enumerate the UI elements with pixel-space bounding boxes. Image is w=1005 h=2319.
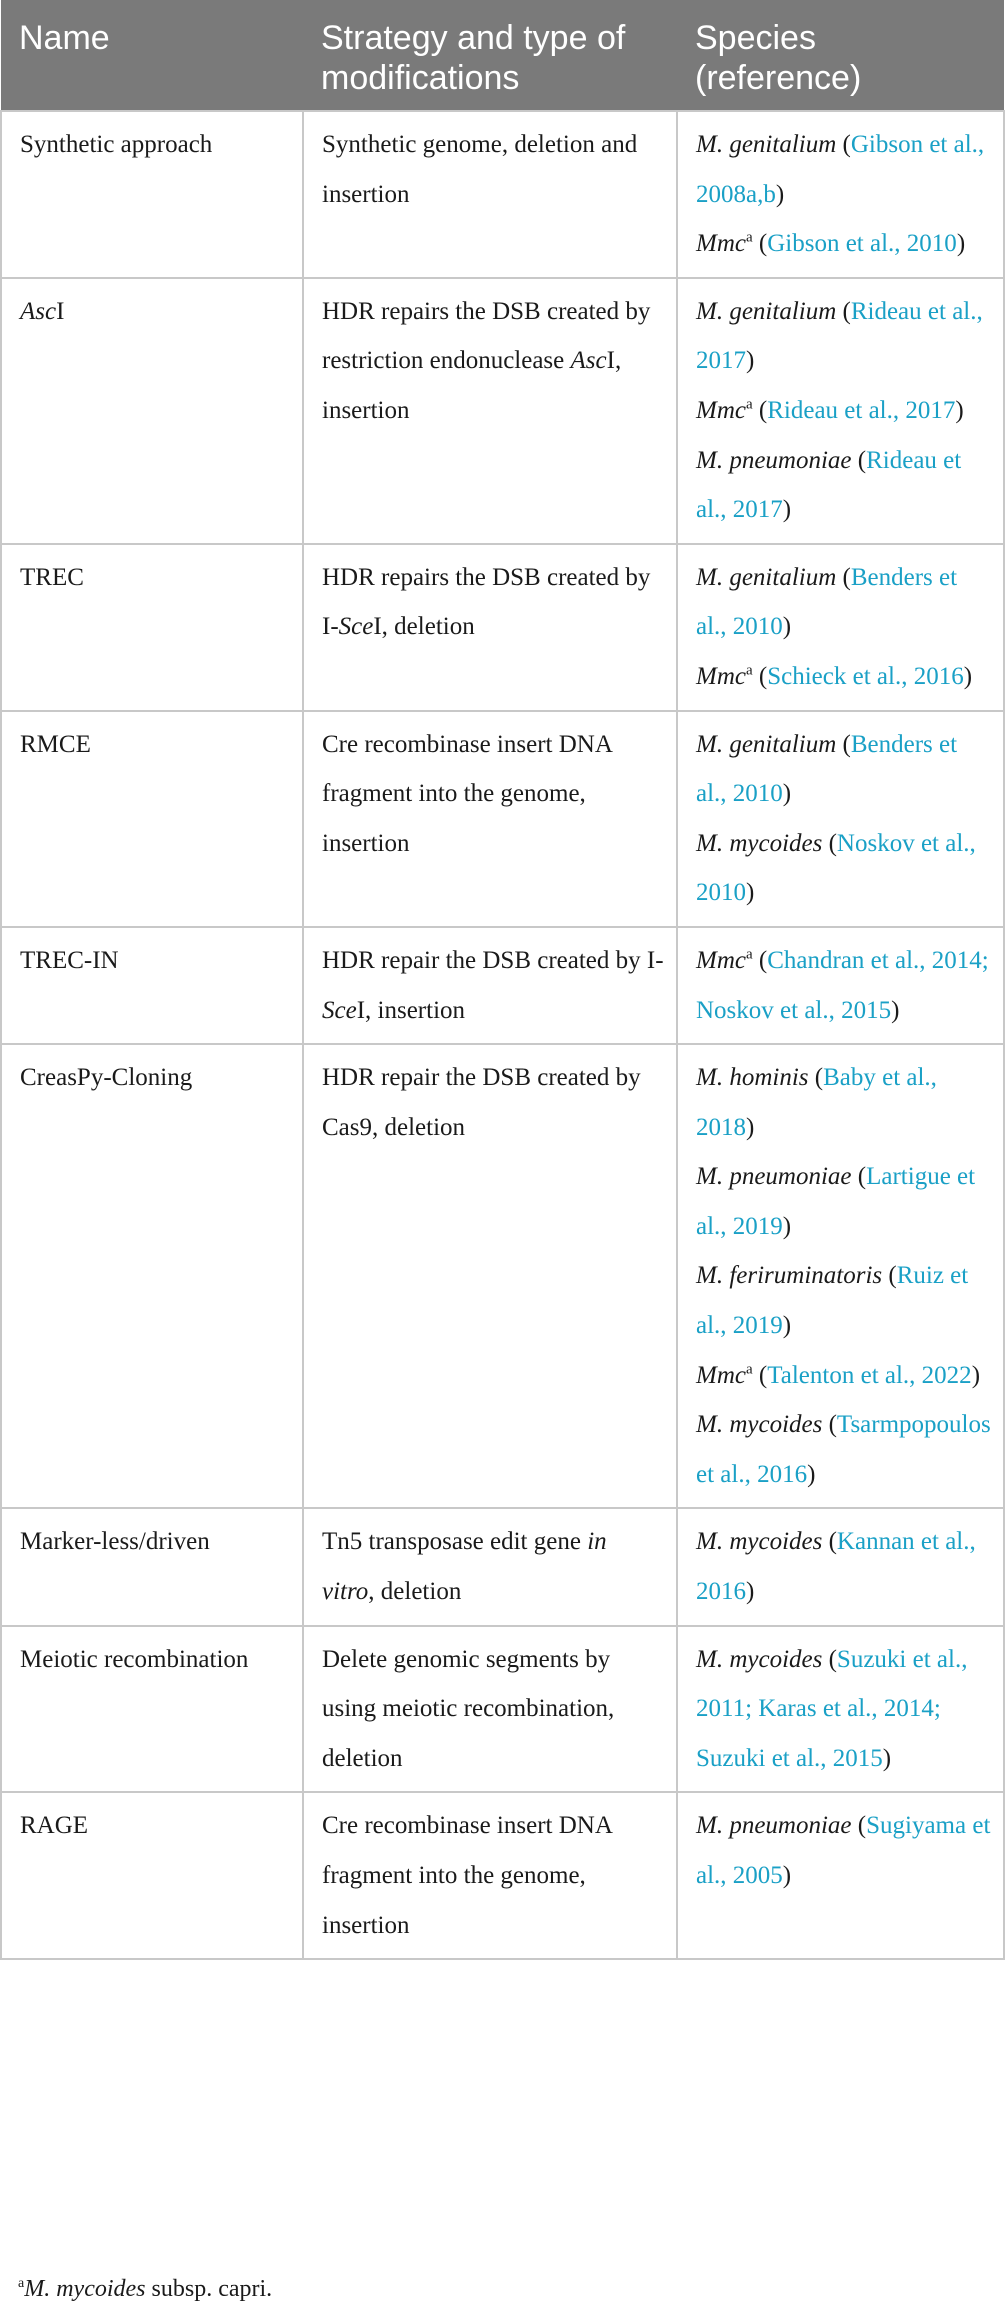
species-name: M. pneumoniae [696,446,852,474]
species-name: Mmc [696,396,746,424]
row-name-text: Marker-less/driven [20,1528,210,1556]
reference-link[interactable]: Rideau et al., 2017 [696,297,983,375]
reference-link[interactable]: Rideau et al., 2017 [767,396,956,424]
row-species-cell [677,927,1004,1044]
row-strategy-cell [303,1626,677,1793]
row-strategy-cell [303,111,677,278]
row-name-cell [1,711,303,927]
row-name-text: TREC-IN [20,946,119,974]
species-name: M. genitalium [696,563,837,591]
footnote-marker: a [745,662,753,679]
species-entry: M. genitalium (Gibson et al., 2008a,b) [696,131,985,208]
reference-link[interactable]: Kannan et al., 2016 [696,1528,976,1606]
species-name: M. mycoides [696,829,823,857]
row-name-text: CreasPy-Cloning [20,1064,193,1092]
row-name-cell [1,1626,303,1793]
header-strategy: Strategy and type of modifications [303,0,677,111]
strategy-text: Cre recombinase insert DNA fragment into the genome, insertion [322,730,612,857]
row-name-text: RMCE [20,730,91,758]
table-row [1,927,1004,1044]
reference-link[interactable]: Sugiyama et al., 2005 [696,1812,991,1889]
strategy-text: Sce [338,613,374,641]
strategy-text: HDR repair the DSB created by Cas9, deletion [322,1064,641,1141]
footnote-mark: a [18,2276,25,2291]
species-name: M. genitalium [696,297,837,325]
row-species-cell [677,1508,1004,1625]
table-row [1,111,1004,278]
row-name-text: Meiotic recombination [20,1645,249,1673]
species-name: M. hominis [696,1064,809,1092]
reference-link[interactable]: Noskov et al., 2010 [696,829,976,907]
footnote-marker: a [745,396,753,413]
row-strategy-cell [303,1044,677,1508]
reference-link[interactable]: Schieck et al., 2016 [767,662,964,690]
row-name-text: RAGE [20,1812,89,1840]
species-entry: Mmc$^a$ (Schieck et al., 2016) [696,662,973,690]
reference-link[interactable]: Ruiz et al., 2019 [696,1262,969,1340]
species-name: M. mycoides [696,1645,823,1673]
row-name-text: I [56,297,65,325]
strategy-text: I, deletion [373,613,475,641]
row-species-cell [677,278,1004,544]
row-strategy-cell [303,927,677,1044]
species-entry: M. mycoides (Suzuki et al., 2011; Karas et al., 2014; Suzuki et al., 2015) [696,1645,968,1772]
species-name: M. pneumoniae [696,1163,852,1191]
row-strategy-cell [303,1508,677,1625]
species-entry: M. mycoides (Kannan et al., 2016) [696,1528,976,1606]
species-entry: M. pneumoniae (Rideau et al., 2017) [696,446,962,524]
table-row [1,711,1004,927]
strategy-text: Cre recombinase insert DNA fragment into the genome, insertion [322,1812,612,1939]
species-name: Mmc [696,662,746,690]
header-name: Name [1,0,303,111]
table-row [1,1626,1004,1793]
row-name-cell [1,111,303,278]
species-entry: Mmc$^a$ (Gibson et al., 2010) [696,229,966,258]
strategy-text: Delete genomic segments by using meiotic recombination, deletion [322,1645,615,1772]
strategy-text: in vitro [322,1528,607,1606]
table-row [1,544,1004,711]
row-name-cell [1,1044,303,1508]
row-name-cell [1,278,303,544]
species-entry: Mmc$^a$ (Chandran et al., 2014; Noskov et al., 2015) [696,946,989,1024]
strategy-text: HDR repair the DSB created by I- [322,946,664,974]
row-name-cell [1,1792,303,1959]
footnote-marker: a [745,229,753,246]
species-entry: M. hominis (Baby et al., 2018) [696,1064,937,1141]
reference-link[interactable]: Lartigue et al., 2019 [696,1163,976,1240]
row-strategy-cell [303,278,677,544]
table-row [1,278,1004,544]
row-strategy-cell [303,544,677,711]
footnote-marker: a [745,1361,753,1378]
strategy-text: Tn5 transposase edit gene [322,1528,588,1556]
table-footnote [18,2276,272,2303]
reference-link[interactable]: Chandran et al., 2014; Noskov et al., 2015 [696,946,989,1024]
species-entry: Mmc$^a$ (Rideau et al., 2017) [696,396,964,424]
reference-link[interactable]: Tsarmpopoulos et al., 2016 [696,1411,991,1488]
reference-link[interactable]: Rideau et al., 2017 [696,446,962,524]
species-name: M. mycoides [696,1411,823,1439]
species-entry: M. pneumoniae (Sugiyama et al., 2005) [696,1812,991,1889]
species-entry: M. mycoides (Tsarmpopoulos et al., 2016) [696,1411,991,1488]
species-entry: M. mycoides (Noskov et al., 2010) [696,829,976,907]
species-entry: M. pneumoniae (Lartigue et al., 2019) [696,1163,976,1240]
strategy-text: HDR repairs the DSB created by restriction endonuclease [322,297,651,375]
strategy-text: I, insertion [356,996,466,1024]
row-species-cell [677,111,1004,278]
footnote-marker: a [745,946,753,963]
species-name: Mmc [696,946,746,974]
footnote-species: M. mycoides [24,2276,146,2302]
strategy-text: Asc [570,347,607,375]
reference-link[interactable]: Gibson et al., 2010 [767,230,957,258]
strategy-text: HDR repairs the DSB created by I- [322,563,651,641]
row-strategy-cell [303,711,677,927]
row-name-text: Asc [20,297,57,325]
row-species-cell [677,1044,1004,1508]
species-name: M. genitalium [696,131,837,158]
species-entry: M. genitalium (Rideau et al., 2017) [696,297,983,375]
row-name-text: TREC [20,563,84,591]
species-name: M. pneumoniae [696,1812,852,1840]
header-species: Species (reference) [677,0,1004,111]
row-strategy-cell [303,1792,677,1959]
reference-link[interactable]: Benders et al., 2010 [696,563,958,641]
strategy-text: Synthetic genome, deletion and insertion [322,131,638,208]
row-name-cell [1,1508,303,1625]
strategy-text: Sce [322,996,357,1024]
footnote-text: subsp. capri. [145,2276,273,2302]
row-species-cell [677,1792,1004,1959]
strategy-text: I, insertion [322,347,622,424]
species-entry: Mmc$^a$ (Talenton et al., 2022) [696,1361,981,1389]
reference-link[interactable]: Baby et al., 2018 [696,1064,937,1141]
table-header [1,0,1004,111]
species-entry: M. genitalium (Benders et al., 2010) [696,563,958,641]
table-row [1,1508,1004,1625]
table-body [1,111,1004,1959]
reference-link[interactable]: Talenton et al., 2022 [767,1361,972,1389]
row-name-cell [1,544,303,711]
reference-link[interactable]: Benders et al., 2010 [696,730,958,808]
row-species-cell [677,711,1004,927]
reference-link[interactable]: Gibson et al., 2008a,b [696,131,985,208]
row-species-cell [677,544,1004,711]
reference-link[interactable]: Suzuki et al., 2011; Karas et al., 2014; Suzuki et al., 2015 [696,1645,968,1772]
row-name-text: Synthetic approach [20,131,213,158]
row-species-cell [677,1626,1004,1793]
strategy-text: , deletion [368,1578,462,1606]
row-name-cell [1,927,303,1044]
species-name: Mmc [696,1361,746,1389]
species-name: M. mycoides [696,1528,823,1556]
table-row [1,1044,1004,1508]
species-entry: M. genitalium (Benders et al., 2010) [696,730,958,808]
table-row [1,1792,1004,1959]
species-entry: M. feriruminatoris (Ruiz et al., 2019) [696,1262,969,1340]
species-name: Mmc [696,230,746,258]
species-name: M. feriruminatoris [696,1262,883,1290]
species-name: M. genitalium [696,730,837,758]
